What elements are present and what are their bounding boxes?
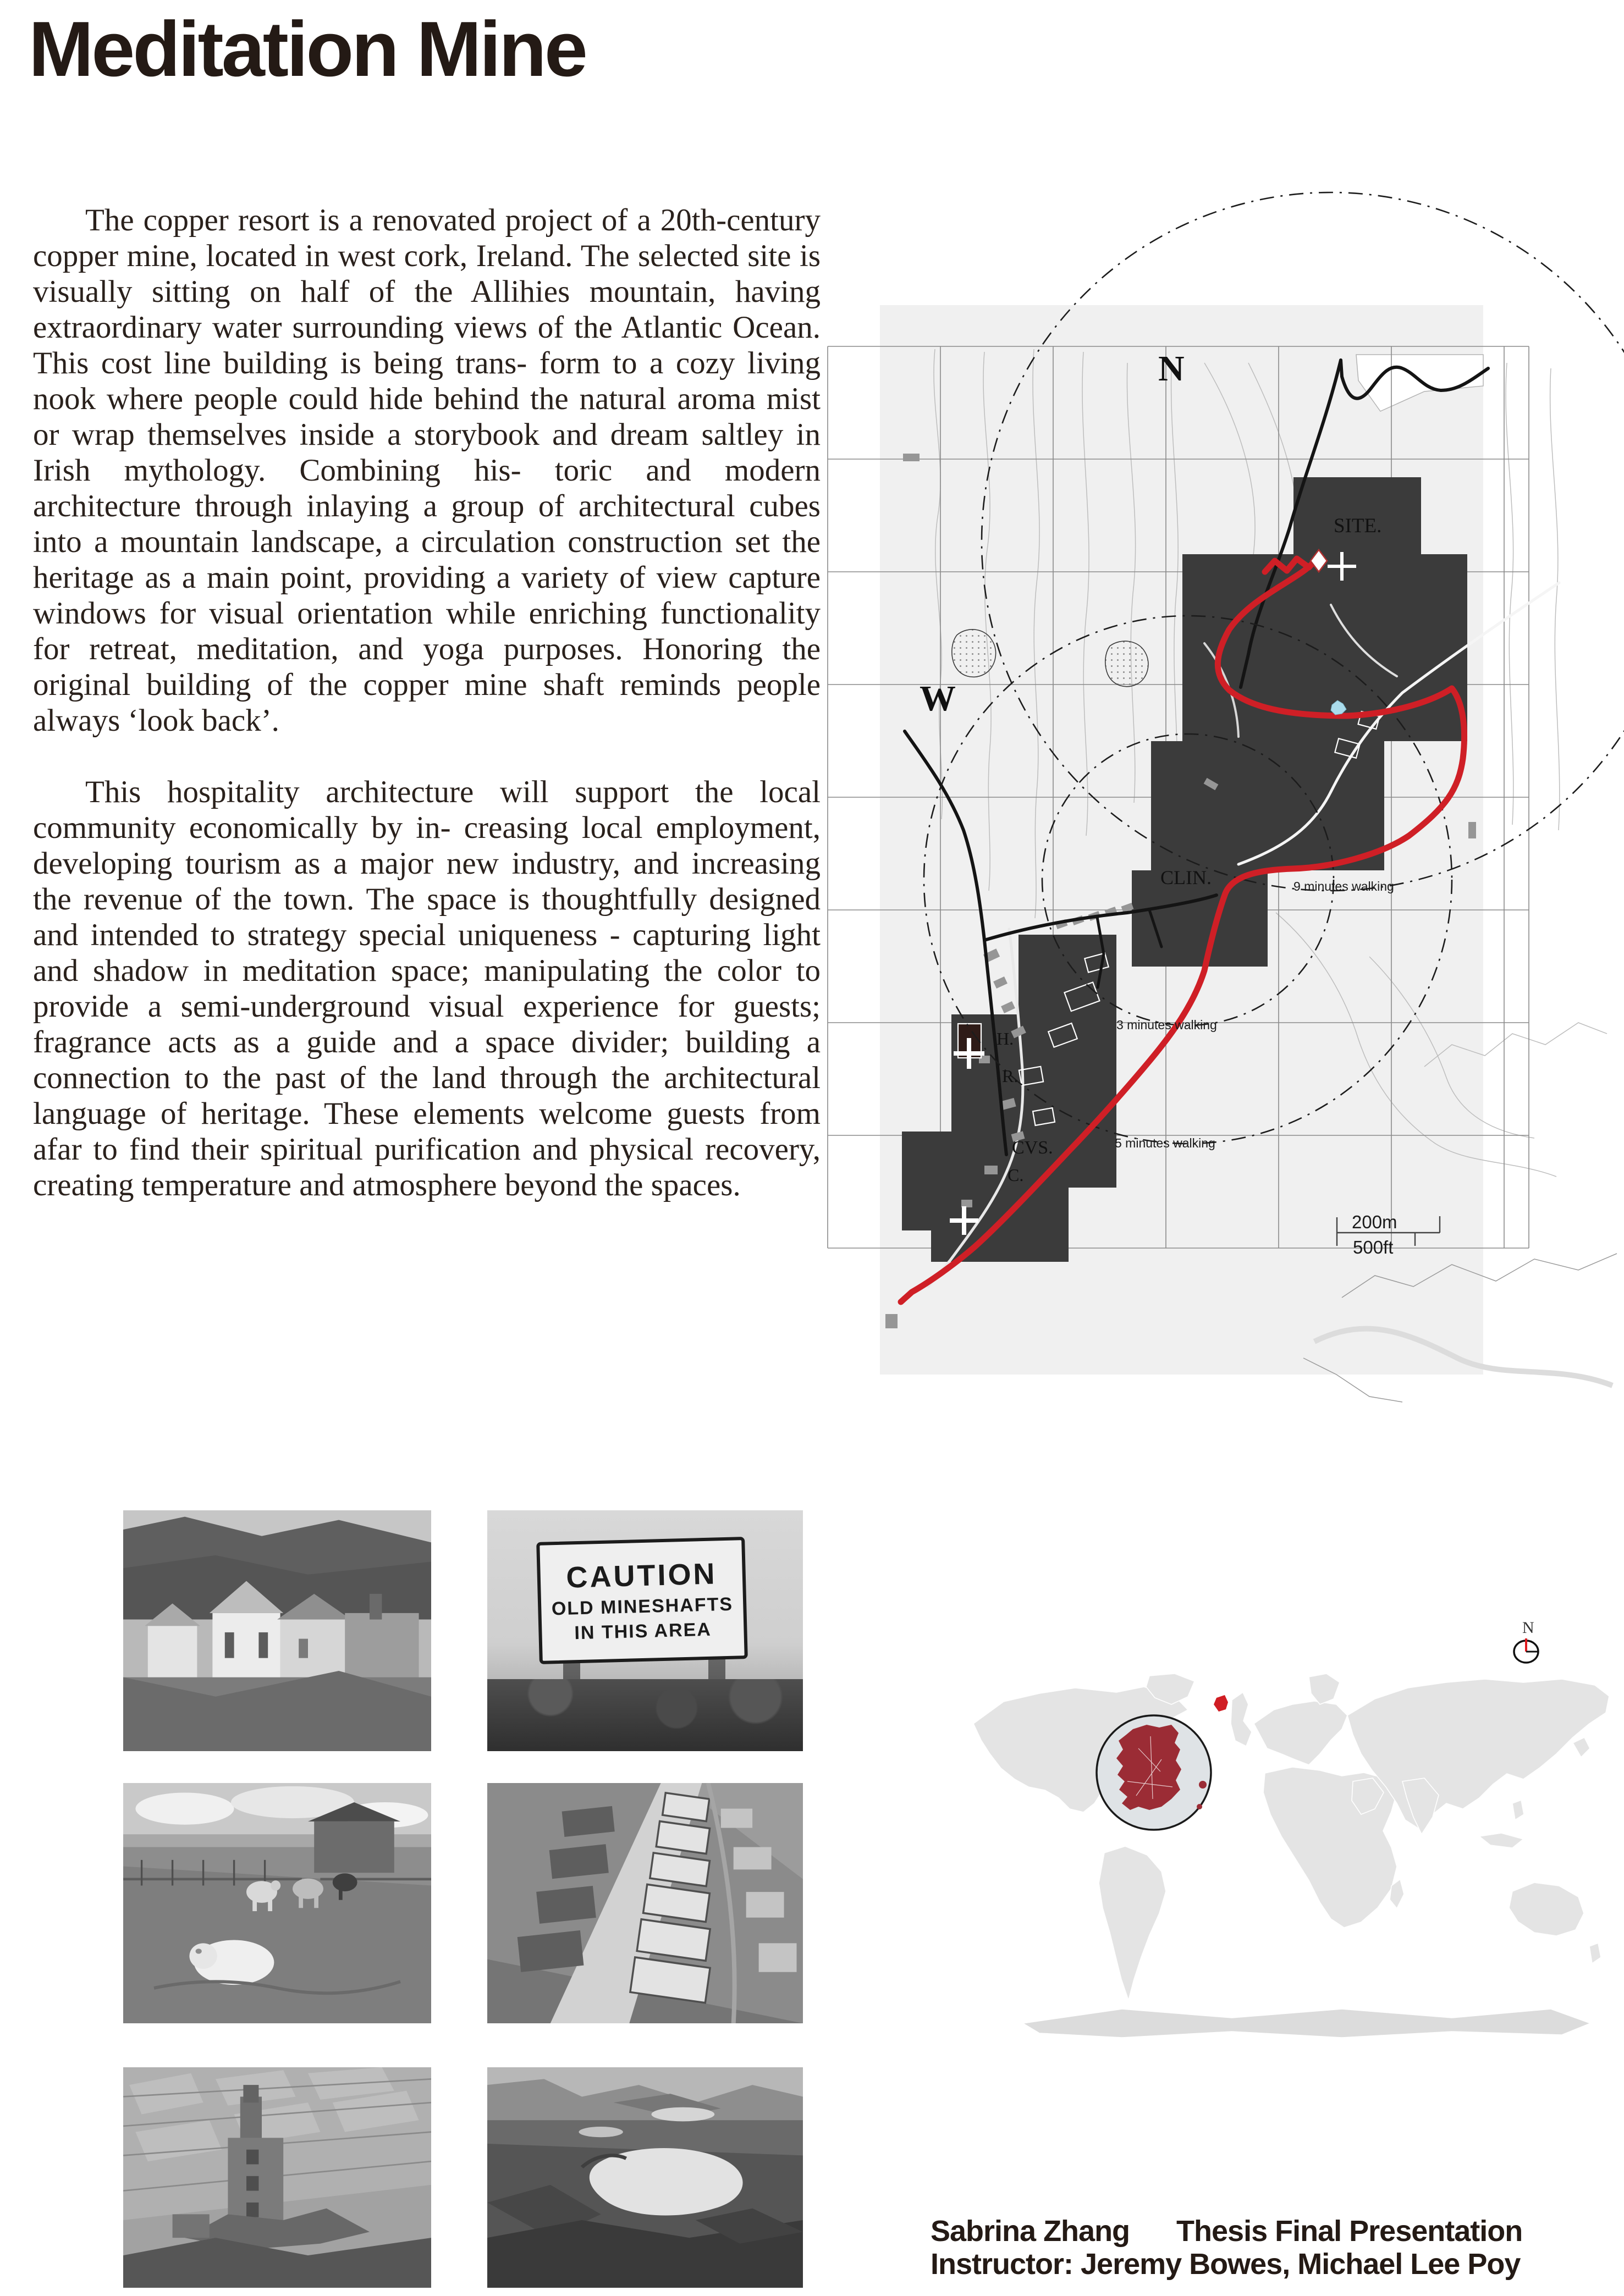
map-north-label: N: [1158, 349, 1185, 389]
map-west-label: W: [920, 678, 956, 719]
map-h-label: H.: [997, 1029, 1014, 1048]
grass-foreground: [487, 1679, 803, 1751]
map-walk9-label: 9 minutes walking: [1293, 879, 1394, 893]
photo-coastal-lake: [487, 2067, 803, 2288]
footer-author: Sabrina Zhang: [931, 2215, 1130, 2248]
photo-mine-engine-house: [123, 2067, 431, 2288]
body-paragraph-2: This hospitality architecture will support the local community economically by in- creasing local employment, developing tourism as a major new industry, and increasing the revenue of the town. The space is thoughtfully designed and intended to strategy special uniqueness - capturing light and shadow in meditation space; manipulating the color to provide a semi-underground visual experience for guests; fragrance acts as a guide and a space divider; building a connection to the past of the land through the architectural language of heritage. These elements welcome guests from afar to find their spiritual purification and physical recovery, creating temperature and atmosphere beyond the spaces.: [33, 775, 821, 1202]
map-cvs-label: CVS.: [1012, 1138, 1053, 1158]
antarctica: [1023, 2009, 1590, 2038]
body-text: [33, 202, 821, 1203]
footer-credits: [931, 2215, 1522, 2281]
map-site-label: SITE.: [1334, 515, 1382, 537]
footer-line1: [931, 2215, 1522, 2248]
photo-caution-sign: [487, 1510, 803, 1751]
compass-n-label: N: [1522, 1619, 1534, 1637]
photo-cows-field: [123, 1783, 431, 2023]
body-paragraph-1: The copper resort is a renovated project of a 20th-century copper mine, located in west cork, Ireland. The selected site is visually sitting on half of the Allihies mountain, having extraordinary water surrounding views of the Atlantic Ocean. This cost line building is being trans- form to a cozy living nook where people could hide behind the natural aroma mist or wrap themselves inside a storybook and dream saltley in Irish mythology. Combining his- toric and modern architecture through inlaying a group of architectural cubes into a mountain landscape, a circulation construction set the heritage as a main point, providing a variety of view capture windows for visual orientation while enriching functionality for retreat, meditation, and yoga purposes. Honoring the original building of the copper mine shaft reminds people always ‘look back’.: [33, 203, 821, 738]
world-map: [957, 1671, 1611, 2051]
scale-metric-label: 200m: [1352, 1212, 1397, 1232]
map-walk5-label: 5 minutes walking: [1115, 1136, 1215, 1150]
footer-event: Thesis Final Presentation: [1176, 2215, 1523, 2248]
caution-sign-line2: OLD MINESHAFTS: [551, 1593, 734, 1619]
ireland-highlight: [1214, 1695, 1228, 1712]
caution-sign-line3: IN THIS AREA: [574, 1619, 712, 1643]
scale-imperial-label: 500ft: [1353, 1237, 1394, 1257]
continents: [973, 1674, 1609, 2000]
compass-icon: [1500, 1612, 1553, 1674]
photo-village-houses: [123, 1510, 431, 1751]
page-title: Meditation Mine: [29, 5, 586, 93]
footer-instructors: Instructor: Jeremy Bowes, Michael Lee Poy: [931, 2248, 1521, 2281]
map-c-label: C.: [1008, 1165, 1024, 1185]
site-map: [819, 132, 1624, 1408]
caution-sign-line1: CAUTION: [565, 1557, 718, 1594]
caution-sign: [536, 1537, 748, 1664]
ireland-inset: [1097, 1715, 1211, 1830]
map-clin-label: CLIN.: [1160, 866, 1212, 888]
photo-street-aerial: [487, 1783, 803, 2023]
map-walk3-label: 3 minutes walking: [1116, 1018, 1217, 1032]
map-r-label: R.: [1002, 1066, 1019, 1086]
